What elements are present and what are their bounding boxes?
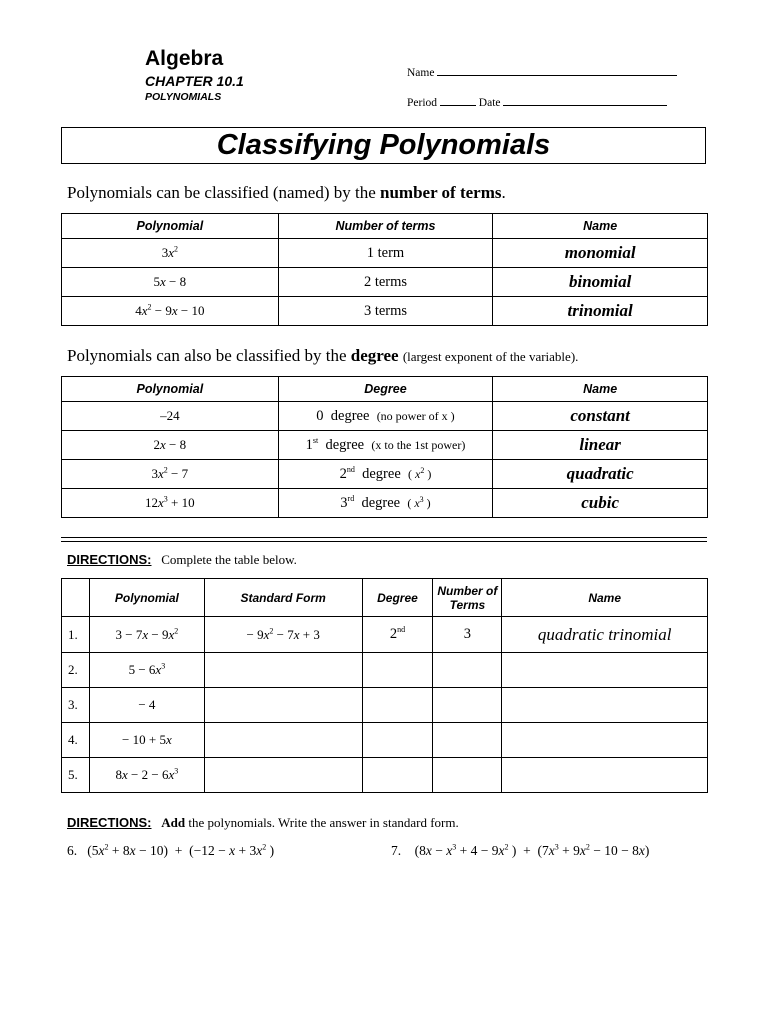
directions-text: Complete the table below. bbox=[161, 552, 297, 567]
col-degree: Degree bbox=[278, 377, 493, 402]
terms-answer[interactable] bbox=[433, 653, 502, 688]
degree-word: degree bbox=[325, 436, 365, 453]
degree-intro-bold: degree bbox=[350, 346, 399, 365]
col-polynomial: Polynomial bbox=[62, 377, 279, 402]
terms-header-row bbox=[62, 214, 708, 239]
degree-answer[interactable] bbox=[362, 653, 433, 688]
name-answer[interactable] bbox=[502, 723, 708, 758]
standard-form-answer[interactable] bbox=[204, 653, 362, 688]
degree-value: 2nd degree ( $x^2$ ) bbox=[278, 460, 493, 489]
row-number: 3. bbox=[62, 688, 90, 723]
terms-answer[interactable] bbox=[433, 688, 502, 723]
period-blank[interactable] bbox=[440, 94, 476, 106]
table-row bbox=[62, 431, 708, 460]
degree-answer[interactable] bbox=[362, 688, 433, 723]
col-number bbox=[62, 579, 90, 617]
degree-word: degree bbox=[361, 494, 401, 511]
terms-intro-text: Polynomials can be classified (named) by the bbox=[67, 183, 380, 202]
name-answer[interactable] bbox=[502, 653, 708, 688]
standard-form-answer[interactable] bbox=[204, 758, 362, 793]
table-row bbox=[62, 489, 708, 518]
polynomial-expression: $3 - 7x - 9x^2$ bbox=[89, 617, 204, 653]
table-row bbox=[62, 688, 708, 723]
terms-count: 1 term bbox=[278, 239, 493, 268]
problem-7 bbox=[391, 843, 649, 859]
terms-intro-end: . bbox=[501, 183, 506, 202]
col-polynomial: Polynomial bbox=[89, 579, 204, 617]
polynomial-expression: $12x^3 + 10$ bbox=[62, 489, 279, 518]
polynomial-expression: − 10 + 5x bbox=[89, 723, 204, 758]
classification-name: cubic bbox=[493, 489, 708, 518]
degree-note: (x to the 1st power) bbox=[371, 437, 466, 452]
standard-form-answer[interactable]: − $9x^2 - 7x + 3$ bbox=[204, 617, 362, 653]
classification-name: trinomial bbox=[493, 297, 708, 326]
terms-answer[interactable] bbox=[433, 758, 502, 793]
table-row bbox=[62, 617, 708, 653]
practice-header-row bbox=[62, 579, 708, 617]
classification-name: binomial bbox=[493, 268, 708, 297]
polynomial-expression: $5 - 6x^3$ bbox=[89, 653, 204, 688]
problem-number: 6. bbox=[67, 843, 78, 858]
problem-6 bbox=[67, 843, 274, 859]
table-row bbox=[62, 460, 708, 489]
degree-answer[interactable] bbox=[362, 723, 433, 758]
terms-intro bbox=[67, 183, 506, 203]
col-name: Name bbox=[493, 214, 708, 239]
degree-table bbox=[61, 376, 708, 518]
classification-name: monomial bbox=[493, 239, 708, 268]
problem-number: 7. bbox=[391, 843, 402, 858]
name-answer[interactable] bbox=[502, 688, 708, 723]
period-date-field[interactable] bbox=[407, 94, 667, 109]
chapter-label: CHAPTER 10.1 bbox=[145, 73, 244, 89]
degree-intro-note: (largest exponent of the variable). bbox=[402, 349, 579, 364]
degree-note: (no power of x ) bbox=[376, 408, 455, 423]
row-number: 1. bbox=[62, 617, 90, 653]
add-directions bbox=[67, 815, 459, 831]
topic-label: POLYNOMIALS bbox=[145, 91, 222, 103]
name-field[interactable] bbox=[407, 64, 677, 79]
col-number-of-terms: Number of Terms bbox=[433, 579, 502, 617]
standard-form-answer[interactable] bbox=[204, 723, 362, 758]
practice-table bbox=[61, 578, 708, 793]
period-label: Period bbox=[407, 97, 438, 109]
degree-intro-text: Polynomials can also be classified by the bbox=[67, 346, 351, 365]
row-number: 4. bbox=[62, 723, 90, 758]
practice-directions bbox=[67, 552, 297, 568]
degree-answer[interactable]: 2nd bbox=[362, 617, 433, 653]
polynomial-expression: − 4 bbox=[89, 688, 204, 723]
polynomial-expression: $3x^2$ bbox=[62, 239, 279, 268]
polynomial-expression: $4x^2 - 9x - 10$ bbox=[62, 297, 279, 326]
classification-name: linear bbox=[493, 431, 708, 460]
terms-count: 3 terms bbox=[278, 297, 493, 326]
course-title: Algebra bbox=[145, 47, 224, 70]
degree-value: 1st degree (x to the 1st power) bbox=[278, 431, 493, 460]
problem-expression: $(5x^2 + 8x - 10) + (-12 - x + 3x^2$ ) bbox=[87, 842, 275, 858]
terms-answer[interactable] bbox=[433, 723, 502, 758]
degree-answer[interactable] bbox=[362, 758, 433, 793]
table-row bbox=[62, 758, 708, 793]
col-number-of-terms: Number of terms bbox=[278, 214, 493, 239]
row-number: 2. bbox=[62, 653, 90, 688]
col-name: Name bbox=[493, 377, 708, 402]
name-blank[interactable] bbox=[437, 64, 677, 76]
terms-table bbox=[61, 213, 708, 326]
degree-word: degree bbox=[362, 465, 401, 482]
terms-answer[interactable]: 3 bbox=[433, 617, 502, 653]
polynomial-expression: $3x^2 - 7$ bbox=[62, 460, 279, 489]
name-answer[interactable] bbox=[502, 758, 708, 793]
directions-label: DIRECTIONS: bbox=[67, 552, 152, 567]
col-degree: Degree bbox=[362, 579, 433, 617]
standard-form-answer[interactable] bbox=[204, 688, 362, 723]
table-row bbox=[62, 239, 708, 268]
directions-text: the polynomials. Write the answer in standard form. bbox=[188, 815, 459, 830]
degree-header-row bbox=[62, 377, 708, 402]
header-block bbox=[145, 46, 244, 104]
degree-intro bbox=[67, 346, 578, 366]
polynomial-expression: $8x - 2 - 6x^3$ bbox=[89, 758, 204, 793]
classification-name: constant bbox=[493, 402, 708, 431]
table-row bbox=[62, 268, 708, 297]
table-row bbox=[62, 402, 708, 431]
divider-bottom bbox=[61, 541, 707, 542]
degree-word: degree bbox=[330, 407, 370, 424]
degree-value: 0 degree (no power of x ) bbox=[278, 402, 493, 431]
polynomial-expression: 2x − 8 bbox=[62, 431, 279, 460]
date-label: Date bbox=[478, 97, 501, 109]
name-answer[interactable]: quadratic trinomial bbox=[502, 617, 708, 653]
date-blank[interactable] bbox=[503, 94, 667, 106]
table-row bbox=[62, 723, 708, 758]
title-box bbox=[61, 127, 706, 164]
col-name: Name bbox=[502, 579, 708, 617]
col-standard-form: Standard Form bbox=[204, 579, 362, 617]
divider-top bbox=[61, 537, 707, 538]
polynomial-expression: –24 bbox=[62, 402, 279, 431]
directions-label: DIRECTIONS: bbox=[67, 815, 152, 830]
row-number: 5. bbox=[62, 758, 90, 793]
degree-value: 3rd degree ( $x^3$ ) bbox=[278, 489, 493, 518]
name-label: Name bbox=[407, 67, 435, 79]
classification-name: quadratic bbox=[493, 460, 708, 489]
table-row bbox=[62, 653, 708, 688]
add-keyword: Add bbox=[161, 815, 186, 830]
page-title: Classifying Polynomials bbox=[216, 129, 551, 161]
col-polynomial: Polynomial bbox=[62, 214, 279, 239]
table-row bbox=[62, 297, 708, 326]
polynomial-expression: 5x − 8 bbox=[62, 268, 279, 297]
terms-intro-bold: number of terms bbox=[380, 183, 502, 202]
problem-expression: ($8x - x^3 + 4 - 9x^2$ ) + $(7x^3 + 9x^2 - 10 - 8x)$ bbox=[414, 842, 650, 858]
terms-count: 2 terms bbox=[278, 268, 493, 297]
